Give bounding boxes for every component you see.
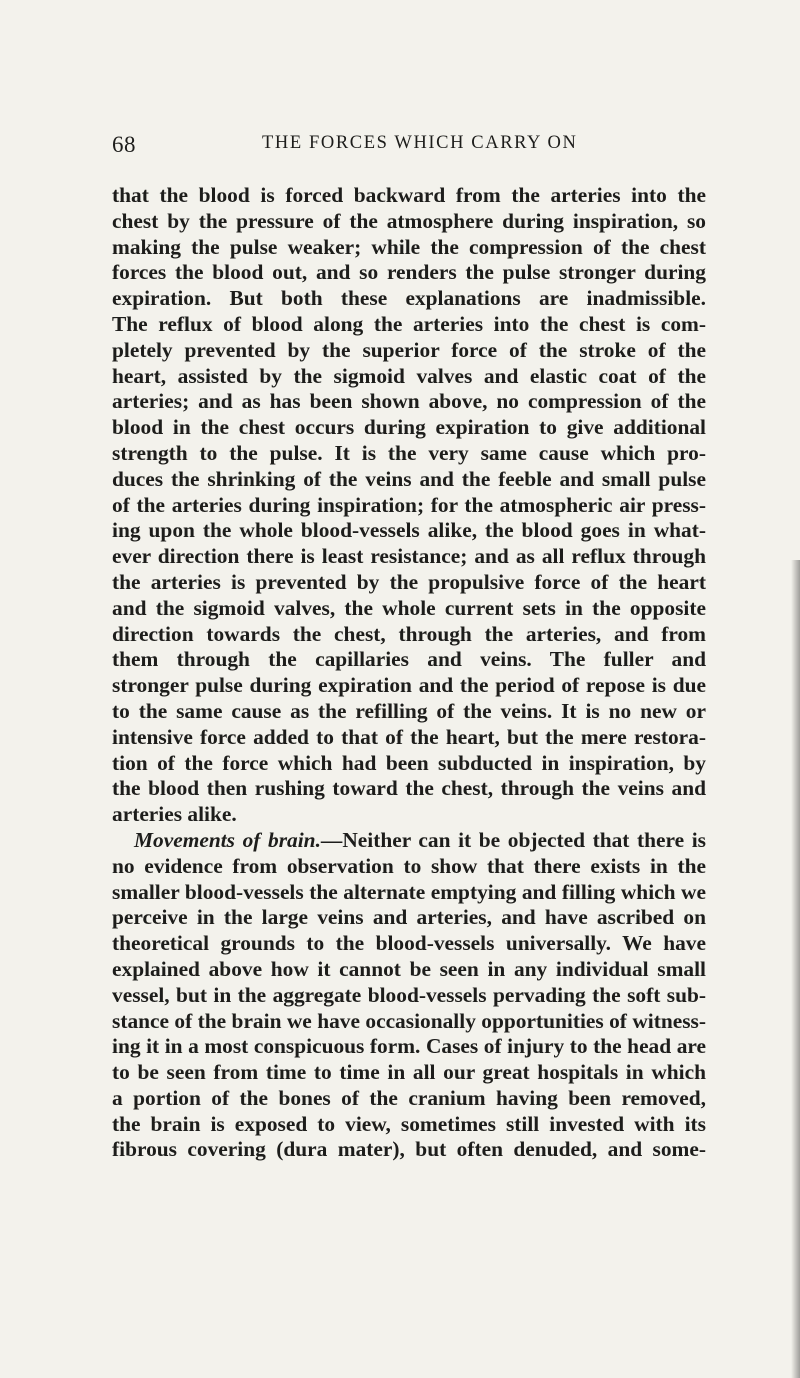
text-line: arteries alike.	[112, 802, 237, 827]
text-line: smaller blood-vessels the alternate emptying and filling which we	[112, 879, 706, 904]
text-line: tion of the force which had been subducted in inspiration, by	[112, 750, 706, 775]
text-line: ever direction there is least resistance; and as all reflux through	[112, 544, 706, 569]
text-line: that the blood is forced backward from the arteries into the	[112, 183, 706, 207]
text-line: stance of the brain we have occasionally opportunities of witness-	[112, 1008, 706, 1033]
text-line: blood in the chest occurs during expiration to give additional	[112, 415, 706, 440]
running-head: THE FORCES WHICH CARRY ON	[262, 133, 578, 153]
text-line: chest by the pressure of the atmosphere during inspiration, so	[112, 208, 706, 233]
text-line: ing upon the whole blood-vessels alike, the blood goes in what-	[112, 518, 706, 543]
text-line: to the same cause as the refilling of the veins. It is no new or	[112, 698, 706, 723]
text-line: a portion of the bones of the cranium having been removed,	[112, 1085, 706, 1110]
page-header	[112, 132, 704, 162]
text-line: the arteries is prevented by the propulsive force of the heart	[112, 569, 706, 594]
text-line: direction towards the chest, through the arteries, and from	[112, 621, 706, 646]
text-line: intensive force added to that of the heart, but the mere restora-	[112, 724, 706, 749]
text-line: explained above how it cannot be seen in any individual small	[112, 956, 706, 981]
text-line: ing it in a most conspicuous form. Cases of injury to the head are	[112, 1034, 706, 1059]
text-line: theoretical grounds to the blood-vessels universally. We have	[112, 931, 706, 956]
section-sidenote-heading: Movements of brain.	[134, 827, 321, 852]
text-line: making the pulse weaker; while the compression of the chest	[112, 234, 706, 259]
paragraph	[112, 183, 706, 828]
text-line: the brain is exposed to view, sometimes still invested with its	[112, 1111, 706, 1136]
text-line: duces the shrinking of the veins and the feeble and small pulse	[112, 466, 706, 491]
text-line: of the arteries during inspiration; for the atmospheric air press-	[112, 492, 706, 517]
text-line: them through the capillaries and veins. The fuller and	[112, 647, 706, 672]
text-line: perceive in the large veins and arteries, and have ascribed on	[112, 905, 706, 930]
text-line: the blood then rushing toward the chest, through the veins and	[112, 776, 706, 801]
paragraph	[112, 828, 706, 1163]
text-line-rest: —Neither can it be objected that there is	[320, 827, 706, 852]
page-edge-shadow	[791, 560, 800, 1378]
body-text	[112, 183, 706, 1163]
text-line: and the sigmoid valves, the whole current sets in the opposite	[112, 595, 706, 620]
text-line	[112, 828, 706, 854]
text-line: to be seen from time to time in all our great hospitals in which	[112, 1060, 706, 1085]
text-line: stronger pulse during expiration and the period of repose is due	[112, 673, 706, 698]
text-line: no evidence from observation to show that there exists in the	[112, 853, 706, 878]
text-line: The reflux of blood along the arteries into the chest is com-	[112, 311, 706, 336]
text-line: strength to the pulse. It is the very same cause which pro-	[112, 440, 706, 465]
text-line: fibrous covering (dura mater), but often denuded, and some-	[112, 1137, 706, 1162]
text-line: forces the blood out, and so renders the pulse stronger during	[112, 260, 706, 285]
text-line: heart, assisted by the sigmoid valves and elastic coat of the	[112, 363, 706, 388]
text-line: arteries; and as has been shown above, no compression of the	[112, 389, 706, 414]
page-number: 68	[112, 132, 136, 157]
text-line: expiration. But both these explanations are inadmissible.	[112, 286, 706, 311]
text-line: pletely prevented by the superior force of the stroke of the	[112, 337, 706, 362]
text-line: vessel, but in the aggregate blood-vessels pervading the soft sub-	[112, 982, 706, 1007]
